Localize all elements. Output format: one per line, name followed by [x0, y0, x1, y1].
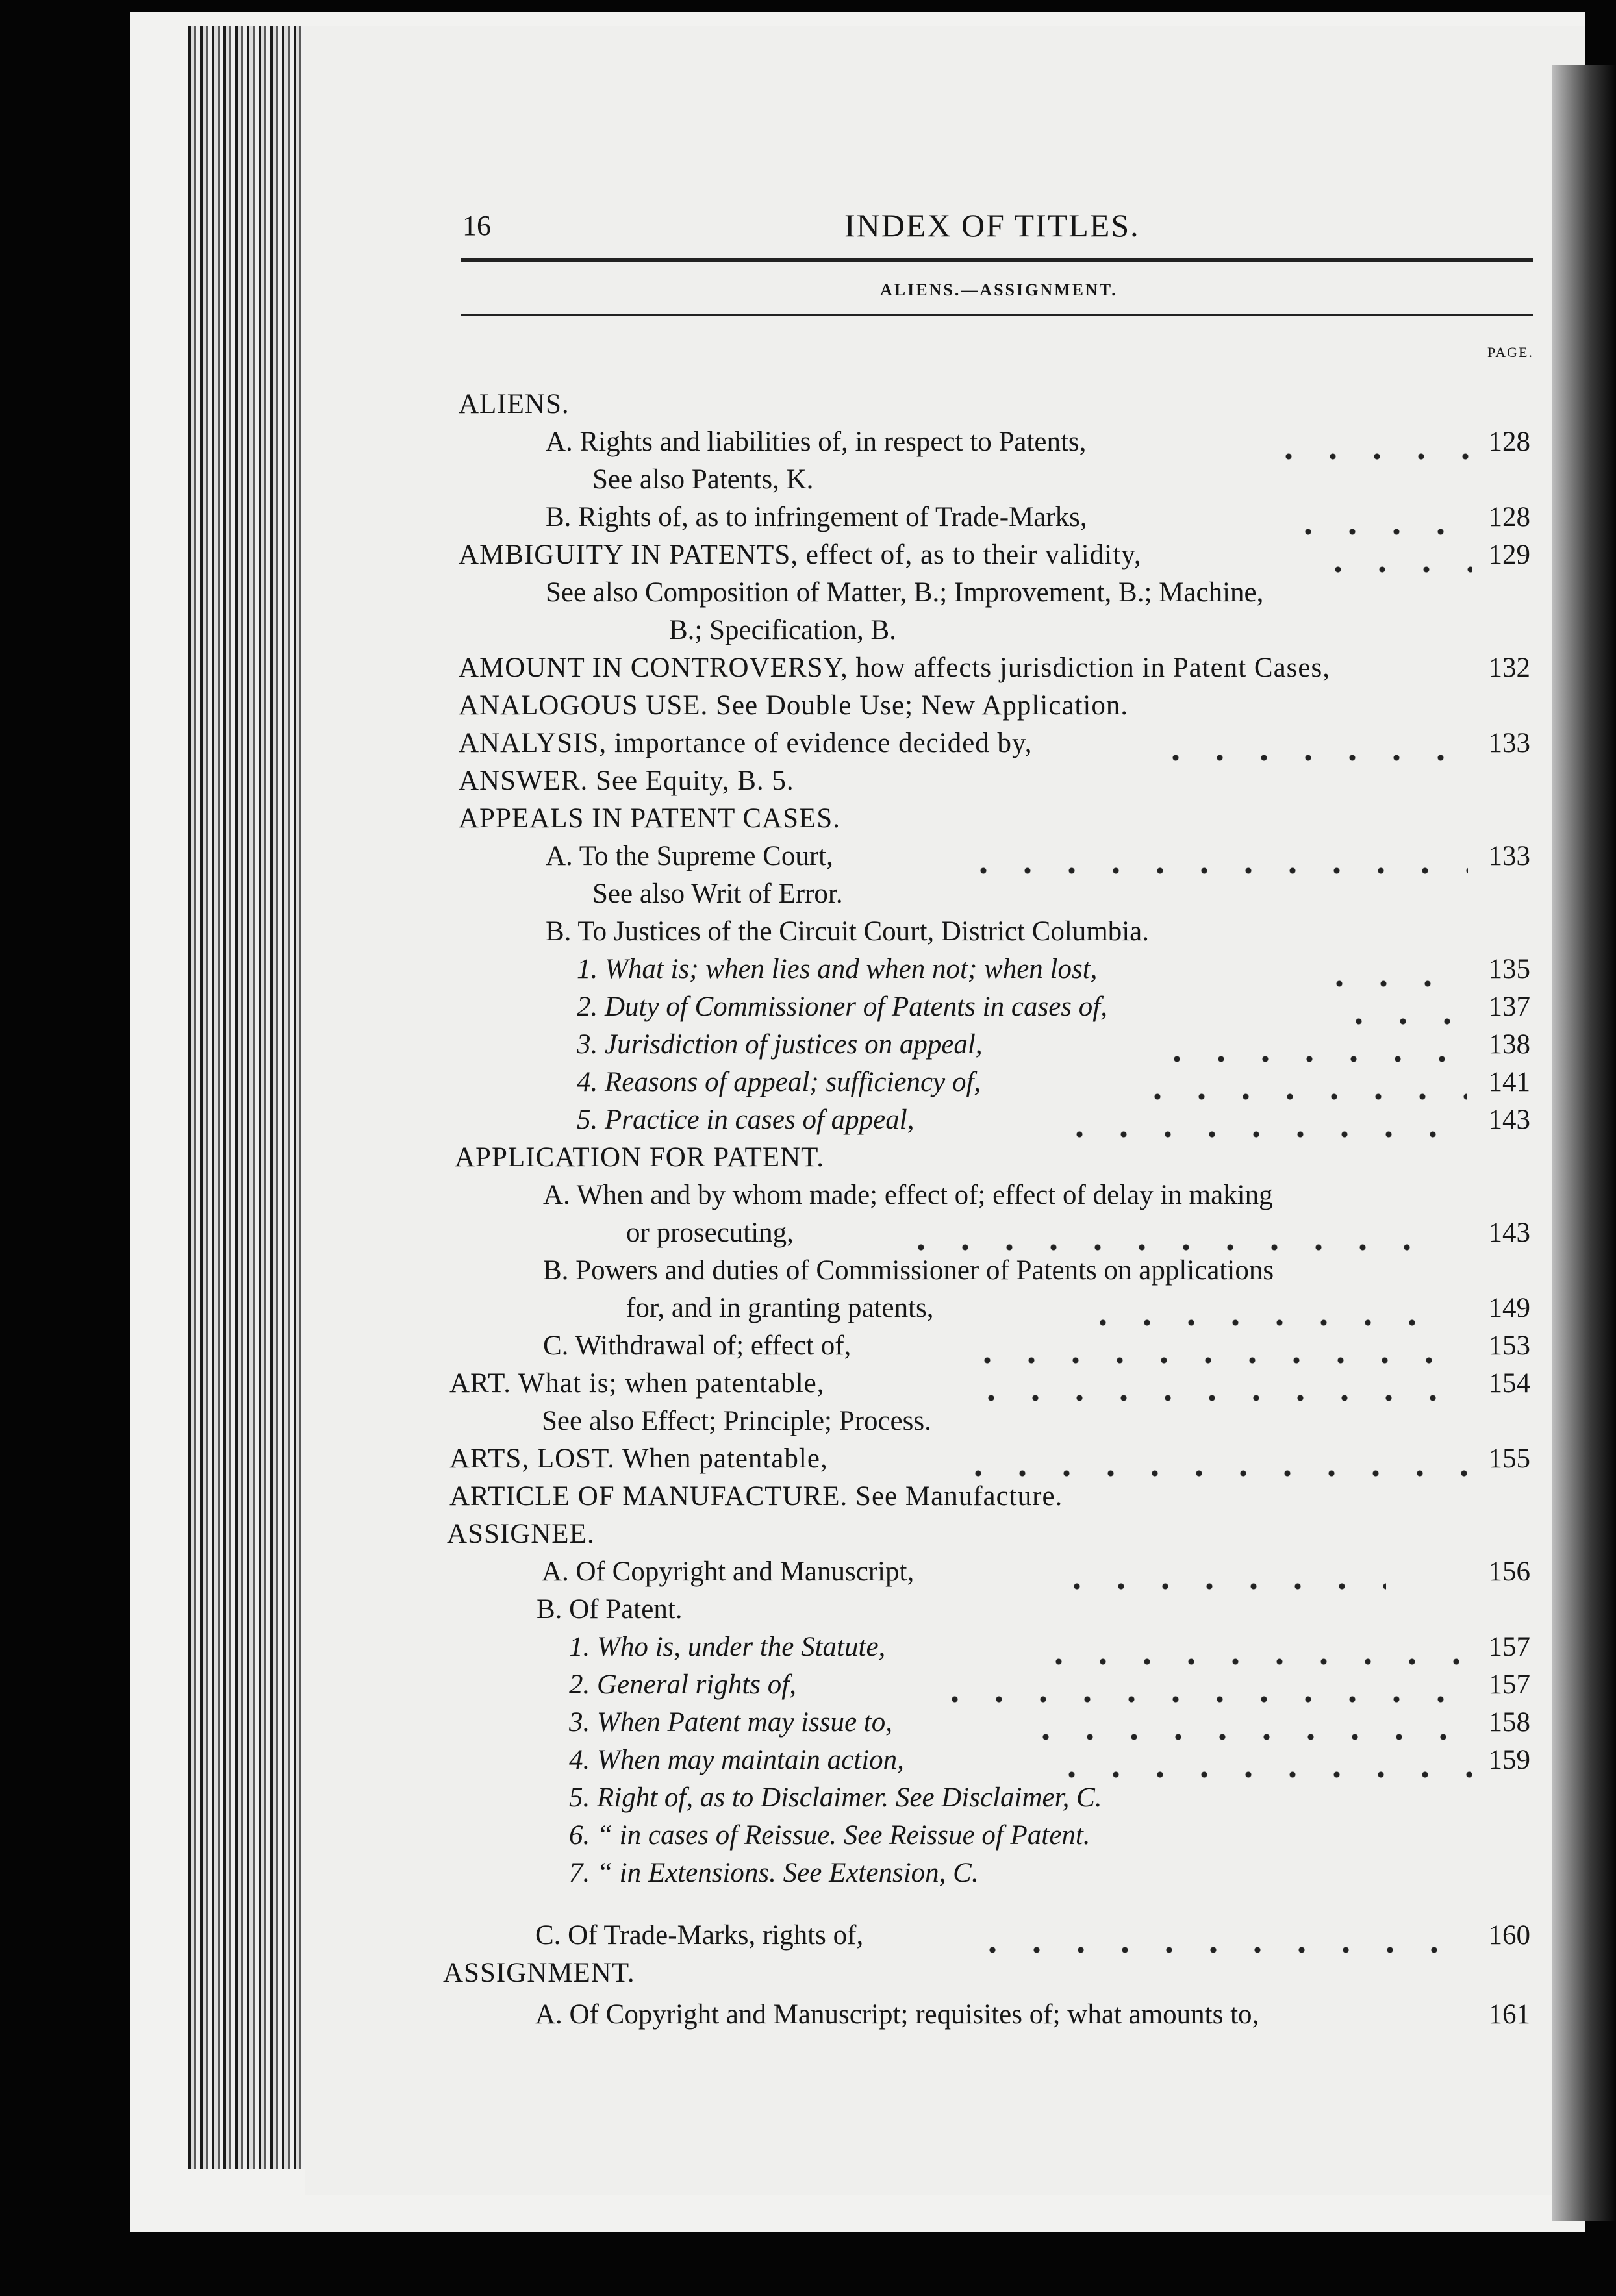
entry-page: 132 [1488, 653, 1530, 683]
index-entry-application [455, 1139, 1530, 1177]
dot-leader [1122, 1064, 1467, 1101]
entry-page: 157 [1488, 1632, 1530, 1662]
header-rule-bottom [461, 314, 1533, 316]
index-entry-assignee-b4 [569, 1741, 1530, 1779]
index-entry-analysis [459, 725, 1530, 762]
entry-page: 154 [1488, 1368, 1530, 1399]
entry-text: ART. What is; when patentable, [449, 1368, 825, 1399]
index-entry-application-a [543, 1177, 1530, 1214]
dot-leader [1141, 725, 1452, 762]
index-entry-ambiguity-see [546, 574, 1530, 612]
index-entry-application-c [543, 1327, 1530, 1365]
dot-leader [948, 838, 1468, 875]
dot-leader [1273, 499, 1468, 536]
header-rule-top [461, 258, 1533, 262]
entry-text: B. Powers and duties of Commissioner of Patents on applications [543, 1255, 1274, 1286]
entry-page: 158 [1488, 1707, 1530, 1738]
index-entry-application-b [543, 1252, 1530, 1290]
index-entry-appeals-b [546, 913, 1530, 951]
dot-leader [1024, 1628, 1472, 1666]
dot-leader [1254, 423, 1474, 461]
index-entry-appeals-see [592, 875, 1530, 913]
entry-text: ALIENS. [459, 389, 570, 419]
index-entry-art-see [542, 1403, 1530, 1440]
entry-page: 137 [1488, 992, 1530, 1022]
entry-page: 133 [1488, 841, 1530, 871]
entry-text: 3. When Patent may issue to, [569, 1707, 892, 1738]
entry-text: 2. General rights of, [569, 1669, 796, 1700]
entry-page: 153 [1488, 1330, 1530, 1361]
page-column-label: PAGE. [1487, 344, 1534, 360]
entry-text: A. To the Supreme Court, [546, 841, 833, 871]
index-entry-assignee-b1 [569, 1628, 1530, 1666]
index-entry-appeals-a [546, 838, 1530, 875]
dot-leader [1037, 1741, 1472, 1779]
entry-text: ANALOGOUS USE. See Double Use; New Application. [459, 690, 1129, 721]
dot-leader [956, 1365, 1463, 1403]
dot-leader [957, 1917, 1464, 1954]
entry-text: APPLICATION FOR PATENT. [455, 1142, 824, 1173]
index-entry-assignee [447, 1516, 1530, 1553]
entry-text: or prosecuting, [626, 1217, 794, 1248]
entry-text: 1. What is; when lies and when not; when lost, [577, 954, 1098, 984]
index-entry-appeals-b2 [577, 988, 1530, 1026]
entry-text: AMOUNT IN CONTROVERSY, how affects jurisdiction in Patent Cases, [459, 653, 1330, 683]
entry-page: 143 [1488, 1217, 1530, 1248]
entry-text: A. Of Copyright and Manuscript; requisites of; what amounts to, [535, 1999, 1259, 2030]
entry-text: C. Withdrawal of; effect of, [543, 1330, 852, 1361]
entry-page: 157 [1488, 1669, 1530, 1700]
entry-page: 161 [1488, 1999, 1530, 2030]
dot-leader [1068, 1290, 1438, 1327]
entry-text: See also Writ of Error. [592, 879, 843, 909]
index-entry-answer [459, 762, 1530, 800]
entry-text: 5. Right of, as to Disclaimer. See Disclaimer, C. [569, 1782, 1102, 1813]
page-leaf-edges [188, 26, 305, 2169]
index-entry-aliens-a [546, 423, 1530, 461]
entry-page: 143 [1488, 1104, 1530, 1135]
index-entry-analogous [459, 687, 1530, 725]
dot-leader [1324, 988, 1467, 1026]
entry-page: 141 [1488, 1067, 1530, 1097]
entry-page: 135 [1488, 954, 1530, 984]
entry-text: 7. “ in Extensions. See Extension, C. [569, 1858, 979, 1888]
index-entry-application-a-cont [626, 1214, 1530, 1252]
dot-leader [1304, 951, 1467, 988]
index-entry-article [449, 1478, 1530, 1516]
entry-text: 4. Reasons of appeal; sufficiency of, [577, 1067, 981, 1097]
dot-leader [1303, 536, 1472, 574]
entry-text: ASSIGNMENT. [443, 1958, 635, 1988]
index-entry-ambiguity-see-cont [669, 612, 1530, 649]
entry-text: See also Effect; Principle; Process. [542, 1406, 931, 1436]
entry-text: B. Rights of, as to infringement of Trade-Marks, [546, 502, 1087, 532]
entry-page: 138 [1488, 1029, 1530, 1060]
index-entry-appeals-b3 [577, 1026, 1530, 1064]
index-entry-appeals-b1 [577, 951, 1530, 988]
entry-text: 3. Jurisdiction of justices on appeal, [577, 1029, 983, 1060]
index-entry-assignee-b [537, 1591, 1530, 1628]
entry-text: ARTS, LOST. When patentable, [449, 1443, 828, 1474]
index-entry-assignee-b6 [569, 1817, 1530, 1854]
dot-leader [1142, 1026, 1467, 1064]
entry-text: B.; Specification, B. [669, 615, 896, 645]
entry-text: C. Of Trade-Marks, rights of, [535, 1920, 864, 1951]
index-entry-aliens [459, 386, 1530, 423]
running-title: INDEX OF TITLES. [844, 207, 1140, 243]
entry-text: 5. Practice in cases of appeal, [577, 1104, 915, 1135]
entry-text: for, and in granting patents, [626, 1293, 934, 1323]
index-entry-appeals-b4 [577, 1064, 1530, 1101]
dot-leader [943, 1440, 1476, 1478]
entry-page: 129 [1488, 540, 1530, 570]
index-entry-assignee-b5 [569, 1779, 1530, 1817]
entry-text: See also Composition of Matter, B.; Improvement, B.; Machine, [546, 577, 1264, 608]
entry-text: B. Of Patent. [537, 1594, 683, 1625]
entry-text: A. Rights and liabilities of, in respect to Patents, [546, 427, 1087, 457]
index-entry-aliens-see [592, 461, 1530, 499]
dot-leader [1011, 1704, 1472, 1741]
dot-leader [886, 1214, 1432, 1252]
entry-text: 4. When may maintain action, [569, 1745, 904, 1775]
index-entry-assignee-c [535, 1917, 1530, 1954]
binding-shadow [1552, 65, 1616, 2221]
entry-text: ANALYSIS, importance of evidence decided by, [459, 728, 1033, 758]
entry-text: AMBIGUITY IN PATENTS, effect of, as to their validity, [459, 540, 1142, 570]
index-entry-assignee-b3 [569, 1704, 1530, 1741]
index-entry-assignment-a [535, 1996, 1530, 2034]
entry-text: 2. Duty of Commissioner of Patents in cases of, [577, 992, 1107, 1022]
entry-page: 156 [1488, 1556, 1530, 1587]
index-entry-art [449, 1365, 1530, 1403]
page-number: 16 [462, 210, 491, 242]
entry-page: 128 [1488, 502, 1530, 532]
dot-leader [1044, 1101, 1467, 1139]
index-entry-aliens-b [546, 499, 1530, 536]
index-entry-assignee-b7 [569, 1854, 1530, 1892]
entry-text: ARTICLE OF MANUFACTURE. See Manufacture. [449, 1481, 1063, 1512]
entry-text: 6. “ in cases of Reissue. See Reissue of Patent. [569, 1820, 1091, 1851]
entry-text: See also Patents, K. [592, 464, 814, 495]
index-entry-ambiguity [459, 536, 1530, 574]
entry-text: A. Of Copyright and Manuscript, [542, 1556, 915, 1587]
index-entry-assignment [443, 1954, 1530, 1992]
index-entry-assignee-b2 [569, 1666, 1530, 1704]
index-entry-application-b-cont [626, 1290, 1530, 1327]
entry-text: B. To Justices of the Circuit Court, District Columbia. [546, 916, 1149, 947]
entry-page: 159 [1488, 1745, 1530, 1775]
entry-page: 133 [1488, 728, 1530, 758]
dot-leader [1042, 1553, 1386, 1591]
entry-text: ASSIGNEE. [447, 1519, 595, 1549]
scan-border [130, 2234, 1616, 2296]
index-entry-arts-lost [449, 1440, 1530, 1478]
dot-leader [952, 1327, 1446, 1365]
index-entry-appeals [459, 800, 1530, 838]
dot-leader [920, 1666, 1472, 1704]
entry-text: ANSWER. See Equity, B. 5. [459, 766, 794, 796]
index-entry-assignee-a [542, 1553, 1530, 1591]
entry-page: 155 [1488, 1443, 1530, 1474]
entry-page: 128 [1488, 427, 1530, 457]
entry-page: 160 [1488, 1920, 1530, 1951]
index-entry-appeals-b5 [577, 1101, 1530, 1139]
entry-text: APPEALS IN PATENT CASES. [459, 803, 840, 834]
section-head: ALIENS.—ASSIGNMENT. [880, 281, 1118, 299]
entry-page: 149 [1488, 1293, 1530, 1323]
index-entry-amount [459, 649, 1530, 687]
entry-text: A. When and by whom made; effect of; effect of delay in making [543, 1180, 1273, 1210]
entry-text: 1. Who is, under the Statute, [569, 1632, 886, 1662]
